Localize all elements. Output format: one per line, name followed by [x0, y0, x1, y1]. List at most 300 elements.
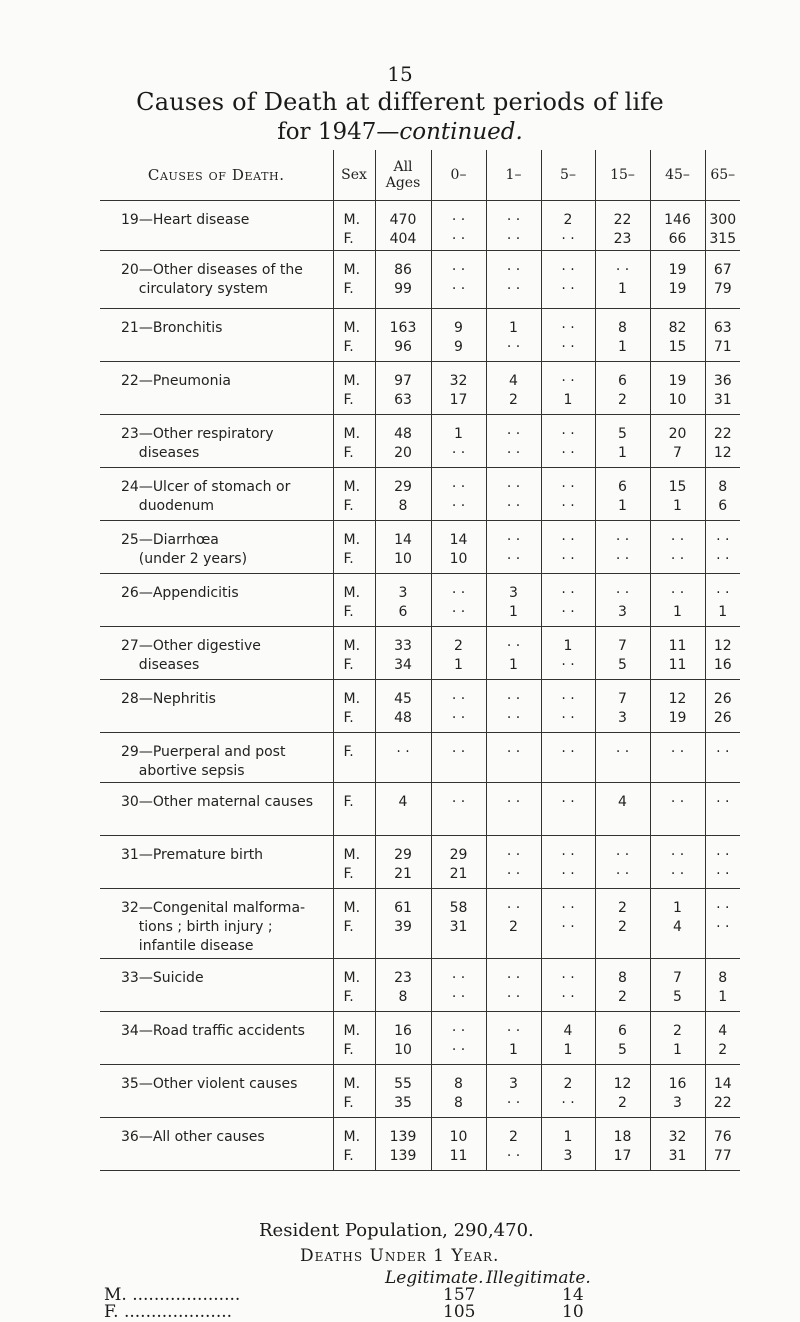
age-0-cell-text: · · · ·: [451, 970, 466, 1005]
sex-cell: [333, 783, 375, 836]
age-15-cell-text: 8 1: [618, 320, 627, 355]
cause-cell: [100, 836, 333, 889]
header-age-5: 5–: [541, 150, 595, 201]
table-row: [100, 959, 740, 1012]
cause-cell-text: 33—Suicide: [121, 970, 204, 986]
all-ages-cell-text: · ·: [396, 744, 410, 760]
age-15-cell-text: 7 5: [618, 638, 627, 673]
age-45-cell-text: 7 5: [673, 970, 682, 1005]
age-15-cell: [595, 201, 650, 251]
age-45-cell: [650, 783, 705, 836]
age-0-cell-text: 8 8: [454, 1076, 463, 1111]
all-ages-cell-text: 29 8: [394, 479, 412, 514]
header-all-ages: All Ages: [375, 150, 431, 201]
age-1-cell: [486, 836, 541, 889]
all-ages-cell: [375, 574, 431, 627]
age-0-cell: [431, 680, 486, 733]
age-5-cell-text: 2 · ·: [561, 212, 575, 247]
sex-cell: [333, 733, 375, 783]
sex-cell-text: M. F.: [343, 970, 361, 1005]
sex-cell: [333, 574, 375, 627]
cause-cell-text: 19—Heart disease: [121, 212, 250, 228]
age-15-cell-text: 22 23: [613, 212, 632, 247]
table-row: [100, 521, 740, 574]
age-5-cell-text: 2 · ·: [561, 1076, 575, 1111]
all-ages-cell: [375, 627, 431, 680]
age-0-cell-text: 32 17: [449, 373, 468, 408]
cause-cell: [100, 468, 333, 521]
age-45-cell: [650, 1118, 705, 1171]
age-0-cell: [431, 468, 486, 521]
age-5-cell: [541, 1118, 595, 1171]
age-0-cell-text: 9 9: [454, 320, 463, 355]
age-15-cell-text: 8 2: [618, 970, 627, 1005]
table-row: [100, 680, 740, 733]
age-65-cell-text: 36 31: [713, 373, 732, 408]
age-1-cell-text: · · · ·: [506, 970, 521, 1005]
age-0-cell: [431, 783, 486, 836]
age-5-cell-text: 1 3: [563, 1129, 573, 1164]
cause-cell-text: 34—Road traffic accidents: [121, 1023, 305, 1039]
all-ages-cell: [375, 733, 431, 783]
age-5-cell: [541, 733, 595, 783]
age-45-cell: [650, 889, 705, 959]
cause-cell: [100, 574, 333, 627]
age-45-cell: [650, 959, 705, 1012]
age-5-cell-text: · · · ·: [561, 479, 575, 514]
header-sex: Sex: [333, 150, 375, 201]
header-age-1: 1–: [486, 150, 541, 201]
age-65-cell-text: · · · ·: [716, 847, 730, 882]
age-15-cell-text: · · · ·: [615, 532, 630, 567]
age-65-cell: [705, 362, 740, 415]
all-ages-cell-text: 29 21: [394, 847, 412, 882]
cause-cell: [100, 783, 333, 836]
cause-cell-text: 20—Other diseases of the circulatory system: [121, 262, 303, 297]
subtitle-continued: continued.: [399, 119, 523, 145]
age-5-cell-text: · · · ·: [561, 691, 575, 726]
age-15-cell: [595, 309, 650, 362]
age-15-cell-text: 4: [618, 794, 627, 810]
table-row: [100, 251, 740, 309]
table-row: [100, 309, 740, 362]
all-ages-cell-text: 14 10: [394, 532, 412, 567]
age-5-cell-text: · · · ·: [561, 847, 575, 882]
age-0-cell: [431, 627, 486, 680]
age-65-cell: [705, 251, 740, 309]
age-65-cell: [705, 1118, 740, 1171]
cause-cell: [100, 521, 333, 574]
sex-cell-text: M. F.: [343, 426, 361, 461]
age-0-cell-text: · · · ·: [451, 691, 466, 726]
age-5-cell: [541, 574, 595, 627]
sex-cell-text: F.: [343, 744, 354, 760]
all-ages-cell-text: 33 34: [394, 638, 412, 673]
all-ages-cell-text: 4: [398, 794, 408, 810]
age-5-cell: [541, 415, 595, 468]
header-age-45: 45–: [650, 150, 705, 201]
cause-cell-text: 31—Premature birth: [121, 847, 264, 863]
age-0-cell-text: · · · ·: [451, 585, 466, 620]
legitimate-header: Legitimate.: [385, 1268, 484, 1288]
sex-cell: [333, 836, 375, 889]
age-15-cell: [595, 1065, 650, 1118]
age-15-cell-text: 2 2: [618, 900, 627, 935]
age-5-cell: [541, 468, 595, 521]
age-0-cell: [431, 251, 486, 309]
sex-cell: [333, 251, 375, 309]
age-5-cell-text: · · · ·: [561, 262, 575, 297]
age-1-cell: [486, 889, 541, 959]
cause-cell-text: 30—Other maternal causes: [121, 794, 313, 810]
page-title: Causes of Death at different periods of life: [136, 88, 664, 116]
age-1-cell-text: · · · ·: [506, 426, 521, 461]
cause-cell-text: 26—Appendicitis: [121, 585, 239, 601]
age-45-cell-text: 146 66: [664, 212, 691, 247]
all-ages-cell-text: 16 10: [394, 1023, 412, 1058]
age-1-cell-text: · ·: [506, 794, 521, 810]
sex-cell: [333, 1065, 375, 1118]
table-header: [100, 150, 740, 201]
all-ages-cell: [375, 468, 431, 521]
age-1-cell: [486, 309, 541, 362]
cause-cell-text: 22—Pneumonia: [121, 373, 231, 389]
age-15-cell: [595, 680, 650, 733]
age-45-cell-text: 16 3: [668, 1076, 687, 1111]
age-45-cell-text: 20 7: [668, 426, 687, 461]
age-45-cell: [650, 251, 705, 309]
cause-cell-text: 32—Congenital malforma- tions ; birth injury ; infantile disease: [121, 900, 306, 954]
table-row: [100, 415, 740, 468]
age-1-cell-text: · · · ·: [506, 847, 521, 882]
table-row: [100, 1065, 740, 1118]
all-ages-cell: [375, 1012, 431, 1065]
table-row: [100, 783, 740, 836]
age-5-cell-text: · · · ·: [561, 900, 575, 935]
age-0-cell-text: 2 1: [454, 638, 463, 673]
age-5-cell: [541, 889, 595, 959]
age-15-cell: [595, 889, 650, 959]
table-row: [100, 362, 740, 415]
all-ages-cell-text: 48 20: [394, 426, 412, 461]
age-65-cell-text: 14 22: [713, 1076, 732, 1111]
age-15-cell: [595, 574, 650, 627]
age-45-cell: [650, 1012, 705, 1065]
sex-cell-text: M. F.: [343, 1023, 361, 1058]
age-0-cell: [431, 415, 486, 468]
age-1-cell: [486, 521, 541, 574]
all-ages-cell: [375, 521, 431, 574]
all-ages-cell-text: 139 139: [389, 1129, 417, 1164]
age-0-cell-text: 58 31: [449, 900, 468, 935]
age-65-cell: [705, 783, 740, 836]
age-65-cell: [705, 1065, 740, 1118]
age-45-cell-text: 82 15: [668, 320, 687, 355]
age-65-cell: [705, 521, 740, 574]
age-0-cell-text: · · · ·: [451, 212, 466, 247]
age-65-cell: [705, 733, 740, 783]
age-1-cell-text: · · 1: [506, 1023, 521, 1058]
sex-cell: [333, 680, 375, 733]
age-1-cell: [486, 1012, 541, 1065]
table-row: [100, 468, 740, 521]
header-cause: Causes of Death.: [100, 150, 333, 201]
age-1-cell: [486, 201, 541, 251]
age-0-cell: [431, 574, 486, 627]
age-15-cell-text: 18 17: [613, 1129, 632, 1164]
age-65-cell-text: 12 16: [713, 638, 732, 673]
age-45-cell-text: · · · ·: [670, 847, 685, 882]
age-65-cell: [705, 415, 740, 468]
age-15-cell-text: 6 5: [618, 1023, 627, 1058]
all-ages-cell-text: 3 6: [398, 585, 408, 620]
age-15-cell: [595, 1012, 650, 1065]
table-row: [100, 574, 740, 627]
age-45-cell: [650, 836, 705, 889]
header-age-0: 0–: [431, 150, 486, 201]
age-5-cell-text: · · · ·: [561, 320, 575, 355]
cause-cell-text: 28—Nephritis: [121, 691, 216, 707]
sex-cell-text: M. F.: [343, 479, 361, 514]
all-ages-cell: [375, 309, 431, 362]
cause-cell: [100, 362, 333, 415]
age-1-cell: [486, 783, 541, 836]
age-0-cell-text: · · · ·: [451, 1023, 466, 1058]
age-1-cell: [486, 415, 541, 468]
age-0-cell-text: 29 21: [449, 847, 468, 882]
cause-cell: [100, 680, 333, 733]
age-15-cell: [595, 251, 650, 309]
age-0-cell: [431, 309, 486, 362]
sex-cell-text: M. F.: [343, 532, 361, 567]
age-5-cell: [541, 1065, 595, 1118]
age-0-cell-text: · · · ·: [451, 262, 466, 297]
cause-cell-text: 24—Ulcer of stomach or duodenum: [121, 479, 291, 514]
age-65-cell-text: 22 12: [713, 426, 732, 461]
age-0-cell: [431, 836, 486, 889]
age-15-cell-text: 6 2: [618, 373, 627, 408]
age-15-cell: [595, 783, 650, 836]
age-1-cell: [486, 627, 541, 680]
age-5-cell: [541, 362, 595, 415]
cause-cell-text: 25—Diarrhœa (under 2 years): [121, 532, 248, 567]
age-45-cell-text: 19 19: [668, 262, 687, 297]
all-ages-cell: [375, 362, 431, 415]
age-15-cell-text: · · 1: [615, 262, 630, 297]
age-0-cell-text: 14 10: [449, 532, 468, 567]
age-0-cell: [431, 959, 486, 1012]
all-ages-cell: [375, 1118, 431, 1171]
age-15-cell: [595, 959, 650, 1012]
subtitle-prefix: for 1947—: [277, 119, 400, 145]
sex-cell: [333, 362, 375, 415]
cause-cell-text: 35—Other violent causes: [121, 1076, 298, 1092]
age-5-cell-text: · · · ·: [561, 532, 575, 567]
deaths-under-1-heading: Deaths Under 1 Year.: [300, 1246, 500, 1266]
cause-cell: [100, 627, 333, 680]
sex-cell-text: M. F.: [343, 585, 361, 620]
age-45-cell-text: · ·: [670, 744, 685, 760]
age-5-cell: [541, 959, 595, 1012]
all-ages-cell: [375, 1065, 431, 1118]
age-5-cell-text: · ·: [561, 744, 575, 760]
age-45-cell: [650, 309, 705, 362]
cause-cell: [100, 1012, 333, 1065]
age-65-cell: [705, 889, 740, 959]
age-1-cell-text: · · · ·: [506, 479, 521, 514]
age-65-cell: [705, 468, 740, 521]
age-15-cell-text: 6 1: [618, 479, 627, 514]
sex-cell: [333, 627, 375, 680]
sex-cell-text: M. F.: [343, 373, 361, 408]
age-65-cell-text: · ·: [716, 794, 730, 810]
cause-cell: [100, 889, 333, 959]
age-0-cell: [431, 889, 486, 959]
age-45-cell: [650, 362, 705, 415]
age-15-cell: [595, 521, 650, 574]
age-5-cell-text: 4 1: [563, 1023, 573, 1058]
age-5-cell-text: · · · ·: [561, 585, 575, 620]
cause-cell: [100, 733, 333, 783]
legitimacy-label: F. ....................: [104, 1302, 233, 1322]
age-15-cell: [595, 627, 650, 680]
age-1-cell-text: · · · ·: [506, 532, 521, 567]
age-0-cell: [431, 521, 486, 574]
age-0-cell-text: 10 11: [449, 1129, 468, 1164]
age-1-cell-text: · · 2: [506, 900, 521, 935]
age-65-cell-text: · · · ·: [716, 532, 730, 567]
age-45-cell: [650, 201, 705, 251]
age-45-cell-text: · ·: [670, 794, 685, 810]
age-1-cell: [486, 959, 541, 1012]
age-65-cell: [705, 574, 740, 627]
all-ages-cell: [375, 836, 431, 889]
table-row: [100, 1118, 740, 1171]
age-45-cell-text: · · · ·: [670, 532, 685, 567]
age-15-cell: [595, 362, 650, 415]
age-0-cell: [431, 1118, 486, 1171]
all-ages-cell: [375, 783, 431, 836]
header-age-15: 15–: [595, 150, 650, 201]
age-65-cell-text: 63 71: [713, 320, 732, 355]
resident-population: Resident Population, 290,470.: [259, 1220, 534, 1241]
age-45-cell: [650, 415, 705, 468]
age-15-cell-text: · · 3: [615, 585, 630, 620]
age-65-cell: [705, 959, 740, 1012]
age-1-cell: [486, 680, 541, 733]
age-15-cell: [595, 1118, 650, 1171]
sex-cell: [333, 1118, 375, 1171]
age-15-cell-text: 5 1: [618, 426, 627, 461]
all-ages-cell-text: 97 63: [394, 373, 412, 408]
age-5-cell: [541, 680, 595, 733]
age-15-cell-text: · · · ·: [615, 847, 630, 882]
age-0-cell: [431, 201, 486, 251]
age-0-cell: [431, 1065, 486, 1118]
cause-cell: [100, 201, 333, 251]
sex-cell-text: M. F.: [343, 1076, 361, 1111]
age-0-cell: [431, 1012, 486, 1065]
age-45-cell-text: 12 19: [668, 691, 687, 726]
age-45-cell-text: 1 4: [673, 900, 682, 935]
age-0-cell-text: · ·: [451, 744, 466, 760]
age-0-cell: [431, 733, 486, 783]
age-5-cell-text: 1 · ·: [561, 638, 575, 673]
age-65-cell-text: 26 26: [713, 691, 732, 726]
age-15-cell: [595, 733, 650, 783]
table-row: [100, 201, 740, 251]
cause-cell-text: 36—All other causes: [121, 1129, 265, 1145]
age-5-cell: [541, 521, 595, 574]
age-5-cell: [541, 627, 595, 680]
age-1-cell: [486, 1118, 541, 1171]
page-subtitle: [0, 119, 800, 145]
sex-cell: [333, 415, 375, 468]
age-5-cell: [541, 783, 595, 836]
age-5-cell: [541, 251, 595, 309]
table-row: [100, 889, 740, 959]
all-ages-cell: [375, 415, 431, 468]
age-0-cell: [431, 362, 486, 415]
cause-cell-text: 29—Puerperal and post abortive sepsis: [121, 744, 286, 779]
age-5-cell-text: · ·: [561, 794, 575, 810]
age-1-cell: [486, 362, 541, 415]
age-65-cell-text: · · 1: [716, 585, 730, 620]
sex-cell-text: M. F.: [343, 900, 361, 935]
age-1-cell: [486, 468, 541, 521]
age-1-cell-text: · · 1: [506, 638, 521, 673]
sex-cell: [333, 959, 375, 1012]
age-65-cell: [705, 680, 740, 733]
all-ages-cell-text: 86 99: [394, 262, 412, 297]
sex-cell-text: M. F.: [343, 1129, 361, 1164]
age-15-cell-text: 7 3: [618, 691, 627, 726]
age-5-cell: [541, 836, 595, 889]
age-5-cell-text: · · · ·: [561, 970, 575, 1005]
age-65-cell-text: 67 79: [713, 262, 732, 297]
age-5-cell: [541, 201, 595, 251]
age-65-cell-text: 300 315: [709, 212, 737, 247]
age-65-cell-text: · ·: [716, 744, 730, 760]
age-15-cell: [595, 415, 650, 468]
all-ages-cell-text: 45 48: [394, 691, 412, 726]
illegitimate-value: 14: [562, 1285, 584, 1305]
sex-cell-text: M. F.: [343, 638, 361, 673]
age-65-cell: [705, 1012, 740, 1065]
sex-cell: [333, 201, 375, 251]
age-65-cell-text: 8 6: [718, 479, 728, 514]
all-ages-cell: [375, 889, 431, 959]
all-ages-cell: [375, 201, 431, 251]
age-1-cell-text: 1 · ·: [506, 320, 521, 355]
age-45-cell: [650, 627, 705, 680]
age-1-cell-text: · · · ·: [506, 212, 521, 247]
sex-cell-text: M. F.: [343, 212, 361, 247]
age-5-cell-text: · · 1: [561, 373, 575, 408]
all-ages-cell-text: 61 39: [394, 900, 412, 935]
legitimacy-label: M. ....................: [104, 1285, 241, 1305]
age-1-cell-text: · ·: [506, 744, 521, 760]
sex-cell-text: M. F.: [343, 691, 361, 726]
age-1-cell-text: · · · ·: [506, 262, 521, 297]
age-45-cell: [650, 574, 705, 627]
age-45-cell-text: · · 1: [670, 585, 685, 620]
all-ages-cell: [375, 251, 431, 309]
sex-cell: [333, 889, 375, 959]
age-1-cell: [486, 1065, 541, 1118]
age-45-cell-text: 2 1: [673, 1023, 682, 1058]
age-45-cell: [650, 680, 705, 733]
